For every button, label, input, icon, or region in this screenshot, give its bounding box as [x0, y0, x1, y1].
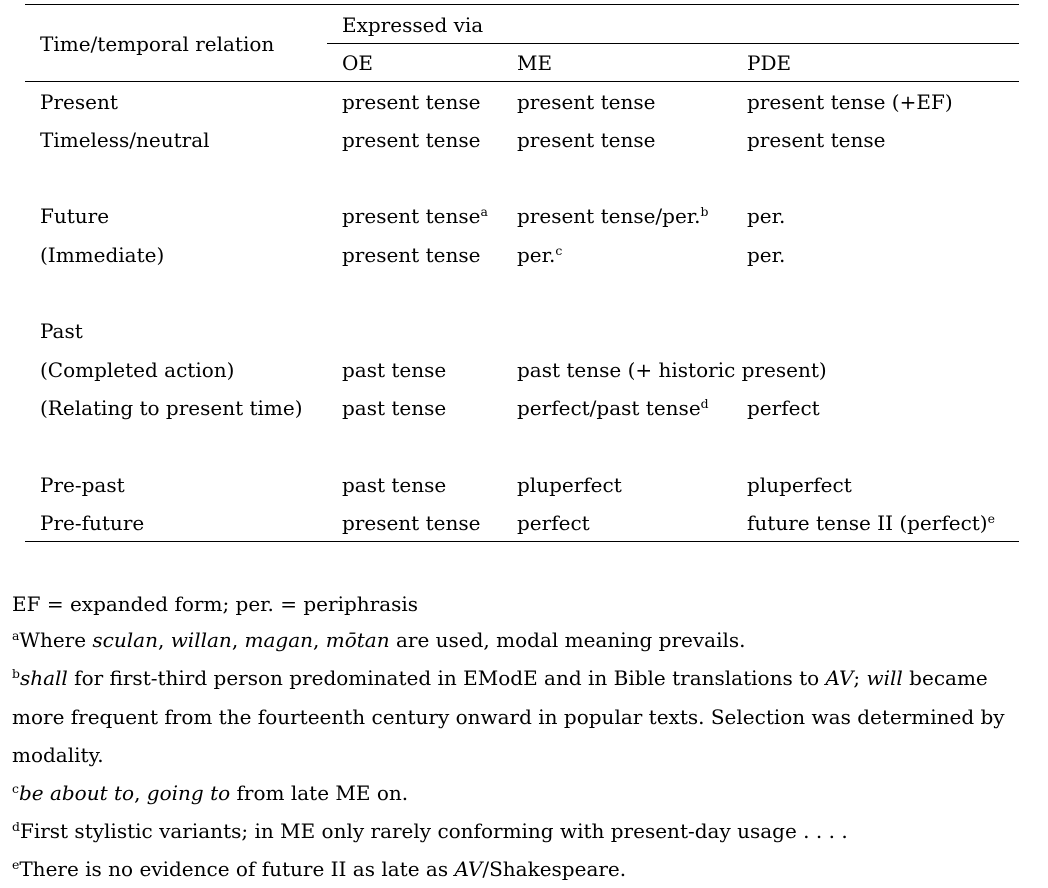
row-label [40, 475, 125, 495]
row-label-text: (Relating to present time) [40, 396, 303, 420]
row-label-text: Pre-past [40, 473, 125, 497]
cell-oe [342, 245, 480, 265]
cell-me-text: present tense [517, 128, 656, 152]
cell-pde-text: perfect [747, 396, 820, 420]
cell-me-text: perfect [517, 511, 590, 535]
footnote-b-mid2: ; [853, 666, 867, 690]
footnote-a-word-3: magan [244, 628, 314, 652]
footnote-e-pre: There is no evidence of future II as late as [19, 857, 455, 881]
row-label-text: Past [40, 319, 83, 343]
cell-oe [342, 92, 480, 112]
cell-me-text: present tense/per. [517, 204, 701, 228]
cell-oe-text: present tense [342, 128, 481, 152]
row-header-title: Time/temporal relation [40, 32, 275, 56]
row-label [40, 245, 164, 265]
row-label [40, 360, 234, 380]
row-label [40, 92, 118, 112]
footnote-e-av: AV [454, 857, 483, 881]
footnote-c-phrase-1: be about to [18, 781, 135, 805]
row-label-text: Future [40, 204, 110, 228]
row-label [40, 321, 83, 341]
cell-me-text: pluperfect [517, 473, 622, 497]
cell-oe-text: present tense [342, 511, 481, 535]
note-abbreviations [12, 594, 418, 614]
cell-pde [747, 130, 885, 150]
cell-pde [747, 245, 785, 265]
footnote-a: $^a$Where sculan, willan, magan, mōtan are used, modal meaning prevails. [12, 627, 746, 652]
footnote-e-post: /Shakespeare. [482, 857, 627, 881]
cell-pde [747, 206, 785, 226]
footnote-ref[interactable]: e [987, 510, 995, 526]
footnote-c [12, 780, 409, 805]
cell-oe [342, 513, 480, 533]
cell-oe [342, 130, 480, 150]
cell-oe [342, 398, 446, 418]
footnote-c-post: from late ME on. [230, 781, 409, 805]
cell-me-text: present tense [517, 90, 656, 114]
cell-me [517, 513, 590, 533]
row-label [40, 130, 210, 150]
footnote-b-mark: b [12, 665, 20, 681]
footnote-b-post: became more frequent from the fourteenth century onward in popular texts. Selection was determined by modality. [12, 666, 1005, 767]
footnote-ref[interactable]: a [480, 203, 488, 219]
group-header: Expressed via [342, 13, 484, 37]
footnote-a-word-1: sculan [92, 628, 158, 652]
footnote-b-will: will [866, 666, 903, 690]
footnote-b [12, 659, 1036, 775]
footnote-d-text: First stylistic variants; in ME only rarely conforming with present-day usage . . . . [19, 819, 848, 843]
footnote-e-mark: e [12, 856, 20, 872]
table-bottom-rule [25, 541, 1019, 542]
footnote-a-word-4: mōtan [325, 628, 390, 652]
column-header-oe: OE [342, 51, 373, 75]
row-label-text: (Completed action) [40, 358, 235, 382]
cell-pde [747, 475, 852, 495]
note-abbreviations-text: EF = expanded form; per. = periphrasis [12, 592, 419, 616]
cell-pde [747, 92, 953, 112]
row-label-text: Present [40, 90, 118, 114]
cell-oe-text: past tense [342, 396, 447, 420]
row-label-text: Pre-future [40, 511, 145, 535]
footnote-ref[interactable]: c [555, 242, 563, 258]
cell-oe-text: present tense [342, 243, 481, 267]
footnote-b-mid1: for first-third person predominated in EModE and in Bible translations to [67, 666, 826, 690]
header-bottom-rule [25, 81, 1019, 82]
footnote-d-mark: d [12, 818, 20, 834]
cell-pde-text: future tense II (perfect) [747, 511, 988, 535]
cell-oe [342, 203, 488, 228]
cell-oe [342, 475, 446, 495]
footnote-ref[interactable]: d [700, 395, 709, 411]
footnote-a-mark: a [12, 627, 20, 643]
cell-me [517, 203, 709, 228]
cell-me-text: per. [517, 243, 556, 267]
cell-oe-text: present tense [342, 204, 481, 228]
cell-pde-text: per. [747, 204, 786, 228]
cell-me [517, 395, 709, 420]
cell-me [517, 130, 655, 150]
cell-me [517, 475, 622, 495]
row-label-text: Timeless/neutral [40, 128, 210, 152]
cell-pde-text: per. [747, 243, 786, 267]
cell-me [517, 242, 563, 267]
cell-pde-text: present tense [747, 128, 886, 152]
footnote-c-phrase-2: going to [146, 781, 231, 805]
footnote-a-post: are used, modal meaning prevails. [389, 628, 746, 652]
cell-pde [747, 398, 820, 418]
footnote-c-mark: c [12, 780, 19, 796]
row-label [40, 513, 144, 533]
cell-me-text: perfect/past tense [517, 396, 701, 420]
cell-pde [747, 510, 995, 535]
cell-oe-text: past tense [342, 473, 447, 497]
cell-oe-text: past tense [342, 358, 447, 382]
footnote-c-sep: , [134, 781, 147, 805]
footnote-a-pre: Where [19, 628, 93, 652]
row-label [40, 398, 303, 418]
group-header-rule [327, 43, 1019, 44]
column-header-me: ME [517, 51, 553, 75]
footnote-d [12, 818, 848, 843]
row-label-text: (Immediate) [40, 243, 165, 267]
cell-me-text: past tense (+ historic present) [517, 358, 827, 382]
cell-me [517, 360, 827, 380]
footnote-b-av: AV [825, 666, 854, 690]
cell-pde-text: present tense (+EF) [747, 90, 953, 114]
cell-pde-text: pluperfect [747, 473, 852, 497]
column-header-pde: PDE [747, 51, 792, 75]
table-top-rule [25, 4, 1019, 5]
row-label [40, 206, 109, 226]
cell-oe [342, 360, 446, 380]
cell-me [517, 92, 655, 112]
footnote-e [12, 856, 627, 881]
footnote-b-shall: shall [19, 666, 68, 690]
footnote-ref[interactable]: b [700, 203, 709, 219]
footnote-a-word-2: willan [170, 628, 232, 652]
cell-oe-text: present tense [342, 90, 481, 114]
